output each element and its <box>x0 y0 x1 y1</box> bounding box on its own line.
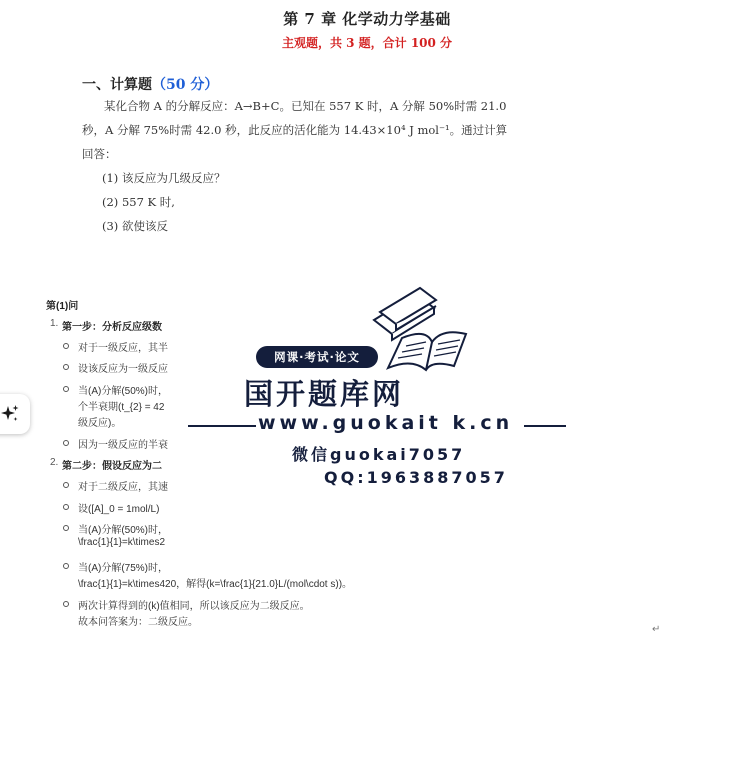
watermark-qq: QQ:1963887057 <box>324 468 508 487</box>
bullet-dot <box>63 525 69 531</box>
watermark-url: www.guokait k.cn <box>258 412 514 434</box>
step-title: 第一步：分析反应级数 <box>62 322 162 333</box>
step-bullet-text: 因为一级反应的半衰 <box>78 440 168 451</box>
bullet-dot <box>63 504 69 510</box>
answer-heading: 第(1)问 <box>46 301 79 312</box>
problem-line-2: 秒，A 分解 75%时需 42.0 秒，此反应的活化能为 14.43×10⁴ J mol⁻¹。通过计算 <box>82 123 508 137</box>
step-bullet-text: 对于二级反应，其速 <box>78 482 168 493</box>
bullet-dot <box>63 440 69 446</box>
paragraph-mark-icon: ↵ <box>652 624 661 635</box>
step-bullet-text: \frac{1}{1}=k\times420，解得(k=\frac{1}{21.0}L/(mol\cdot s))。 <box>78 579 353 590</box>
watermark-wechat: 微信guokai7057 <box>292 445 466 464</box>
step-bullet-text: 当(A)分解(50%)时， <box>78 525 169 536</box>
watermark <box>182 282 582 497</box>
step-number: 1. <box>50 318 59 329</box>
step-bullet-text: 故本问答案为：二级反应。 <box>78 617 198 628</box>
watermark-brand: 国开题库网 <box>244 377 405 411</box>
step-bullet-text: 两次计算得到的(k)值相同，所以该反应为二级反应。 <box>78 601 310 612</box>
step-bullet-text: 个半衰期(t_{2} = 42 <box>78 402 165 413</box>
question-1: (1) 该反应为几级反应？ <box>102 171 226 185</box>
chapter-subtitle: 主观题，共 3 题，合计 100 分 <box>281 36 453 50</box>
watermark-divider <box>524 425 566 427</box>
step-bullet-text: 设该反应为一级反应 <box>78 364 168 375</box>
ai-assistant-button[interactable] <box>0 394 30 434</box>
problem-line-1: 某化合物 A 的分解反应：A→B+C。已知在 557 K 时，A 分解 50%时需 21.0 <box>104 99 507 113</box>
watermark-divider <box>188 425 256 427</box>
section-label: 一、计算题 <box>82 77 152 93</box>
problem-line-3: 回答： <box>82 147 117 161</box>
step-bullet-text: 设([A]_0 = 1mol/L) <box>78 504 160 515</box>
question-3: (3) 欲使该反 <box>102 219 168 233</box>
step-bullet-text: 当(A)分解(75%)时， <box>78 563 169 574</box>
bullet-dot <box>63 563 69 569</box>
step-bullet-text: \frac{1}{1}=k\times2 <box>78 537 166 548</box>
bullet-dot <box>63 364 69 370</box>
books-icon <box>368 282 478 374</box>
question-2: (2) 557 K 时, <box>102 195 175 209</box>
sparkle-icon <box>0 404 20 424</box>
step-bullet-text: 当(A)分解(50%)时， <box>78 386 169 397</box>
step-bullet-text: 级反应)。 <box>78 418 122 429</box>
bullet-dot <box>63 343 69 349</box>
step-number: 2. <box>50 457 59 468</box>
bullet-dot <box>63 386 69 392</box>
chapter-title: 第 7 章 化学动力学基础 <box>283 10 451 28</box>
watermark-badge: 网课·考试·论文 <box>256 346 378 368</box>
section-points: （50 分） <box>152 77 219 93</box>
step-title: 第二步：假设反应为二 <box>62 461 162 472</box>
section-heading <box>82 74 218 94</box>
bullet-dot <box>63 601 69 607</box>
bullet-dot <box>63 482 69 488</box>
step-bullet-text: 对于一级反应，其半 <box>78 343 168 354</box>
